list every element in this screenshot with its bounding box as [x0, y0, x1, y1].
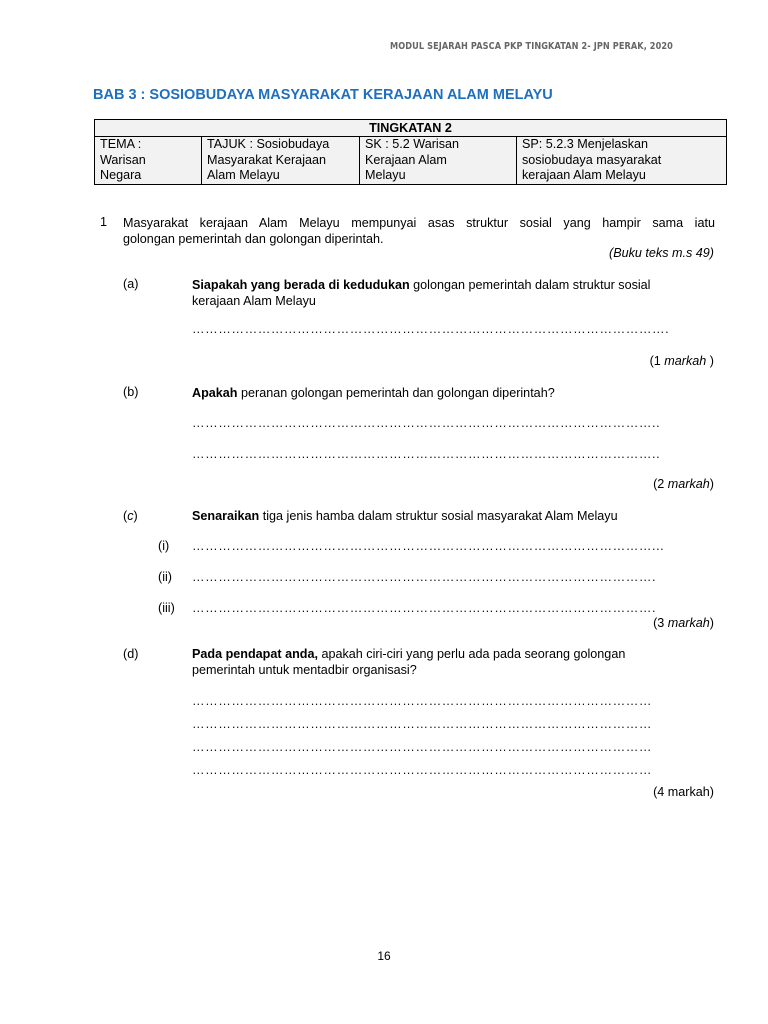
- answer-line[interactable]: ……………………………………………………………………………………………: [192, 717, 653, 731]
- answer-line[interactable]: …………………………………………………………………………………………….: [192, 570, 657, 584]
- roman-iii: (iii): [158, 601, 175, 615]
- part-c-marks: (3 markah): [653, 616, 714, 630]
- page-number: 16: [377, 949, 391, 963]
- part-d-question: Pada pendapat anda, apakah ciri-ciri yang perlu ada pada seorang golongan pemerintah untuk mentadbir organisasi?: [192, 647, 626, 677]
- sk-cell: SK : 5.2 Warisan Kerajaan Alam Melayu: [360, 137, 517, 185]
- part-a-question: Siapakah yang berada di kedudukan golongan pemerintah dalam struktur sosial kerajaan Alam Melayu: [192, 278, 651, 308]
- table-heading: TINGKATAN 2: [95, 120, 727, 137]
- answer-line[interactable]: ……………………………………………………………………………………………: [192, 763, 653, 777]
- part-b-question: Apakah peranan golongan pemerintah dan golongan diperintah?: [192, 386, 555, 400]
- answer-line[interactable]: ……………………………………………………………………………………………….: [192, 322, 670, 336]
- answer-line[interactable]: ……………………………………………………………………………………………: [192, 740, 653, 754]
- tajuk-cell: TAJUK : Sosiobudaya Masyarakat Kerajaan Alam Melayu: [202, 137, 360, 185]
- answer-line[interactable]: ……………………………………………………………………………………………..: [192, 447, 661, 461]
- part-a-label: (a): [123, 277, 139, 291]
- sp-cell: SP: 5.2.3 Menjelaskan sosiobudaya masyarakat kerajaan Alam Melayu: [517, 137, 727, 185]
- part-d-marks: (4 markah): [653, 785, 714, 799]
- tema-cell: TEMA : Warisan Negara: [95, 137, 202, 185]
- part-c-label: (c): [123, 509, 138, 523]
- question-number: 1: [100, 215, 108, 229]
- answer-line[interactable]: ……………………………………………………………………………………………...: [192, 539, 665, 553]
- roman-ii: (ii): [158, 570, 172, 584]
- question-stem: Masyarakat kerajaan Alam Melayu mempunyai asas struktur sosial yang hampir sama iatu golongan pemerintah dan golongan diperintah.: [123, 216, 715, 246]
- answer-line[interactable]: ……………………………………………………………………………………………: [192, 694, 653, 708]
- textbook-reference: (Buku teks m.s 49): [609, 246, 714, 260]
- part-a-marks: (1 markah ): [649, 354, 714, 368]
- part-d-label: (d): [123, 647, 139, 661]
- part-b-label: (b): [123, 385, 139, 399]
- answer-line[interactable]: ……………………………………………………………………………………………..: [192, 416, 661, 430]
- running-header: MODUL SEJARAH PASCA PKP TINGKATAN 2- JPN PERAK, 2020: [390, 41, 673, 52]
- answer-line[interactable]: …………………………………………………………………………………………….: [192, 601, 657, 615]
- roman-i: (i): [158, 539, 170, 553]
- part-b-marks: (2 markah): [653, 477, 714, 491]
- curriculum-table: [94, 119, 727, 185]
- chapter-title: BAB 3 : SOSIOBUDAYA MASYARAKAT KERAJAAN ALAM MELAYU: [93, 87, 553, 103]
- part-c-question: Senaraikan tiga jenis hamba dalam struktur sosial masyarakat Alam Melayu: [192, 509, 618, 523]
